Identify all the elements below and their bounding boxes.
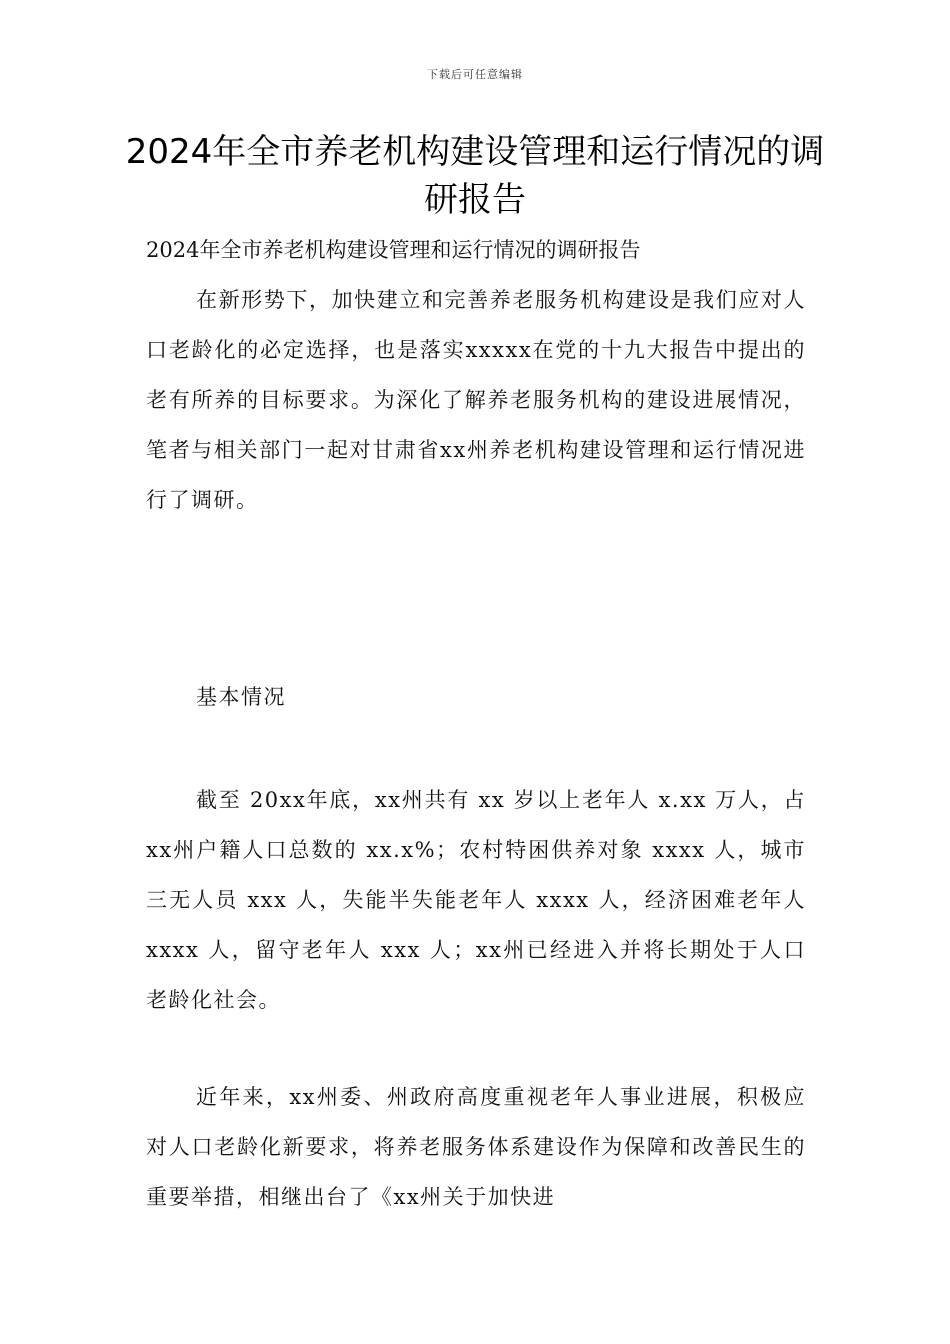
document-title: 2024年全市养老机构建设管理和运行情况的调研报告 [125, 132, 825, 220]
document-subtitle: 2024年全市养老机构建设管理和运行情况的调研报告 [146, 238, 641, 262]
section-heading: 基本情况 [196, 685, 286, 709]
intro-paragraph: 在新形势下，加快建立和完善养老服务机构建设是我们应对人口老龄化的必定选择，也是落实xxxxx在党的十九大报告中提出的老有所养的目标要求。为深化了解养老服务机构的建设进展情况，笔者与相关部门一起对甘肃省xx州养老机构建设管理和运行情况进行了调研。 [146, 288, 806, 512]
statistics-paragraph: 截至 20xx年底，xx州共有 xx 岁以上老年人 x.xx 万人，占xx州户籍人口总数的 xx.x%；农村特困供养对象 xxxx 人，城市三无人员 xxx 人，失能半失能老年人 xxxx 人，经济困难老年人xxxx 人，留守老年人 xxx 人；xx州已经进入并将长期处于人口老龄化社会。 [146, 788, 806, 1012]
header-note: 下载后可任意编辑 [427, 68, 523, 81]
policy-paragraph: 近年来，xx州委、州政府高度重视老年人事业进展，积极应对人口老龄化新要求，将养老服务体系建设作为保障和改善民生的重要举措，相继出台了《xx州关于加快进 [146, 1085, 806, 1209]
